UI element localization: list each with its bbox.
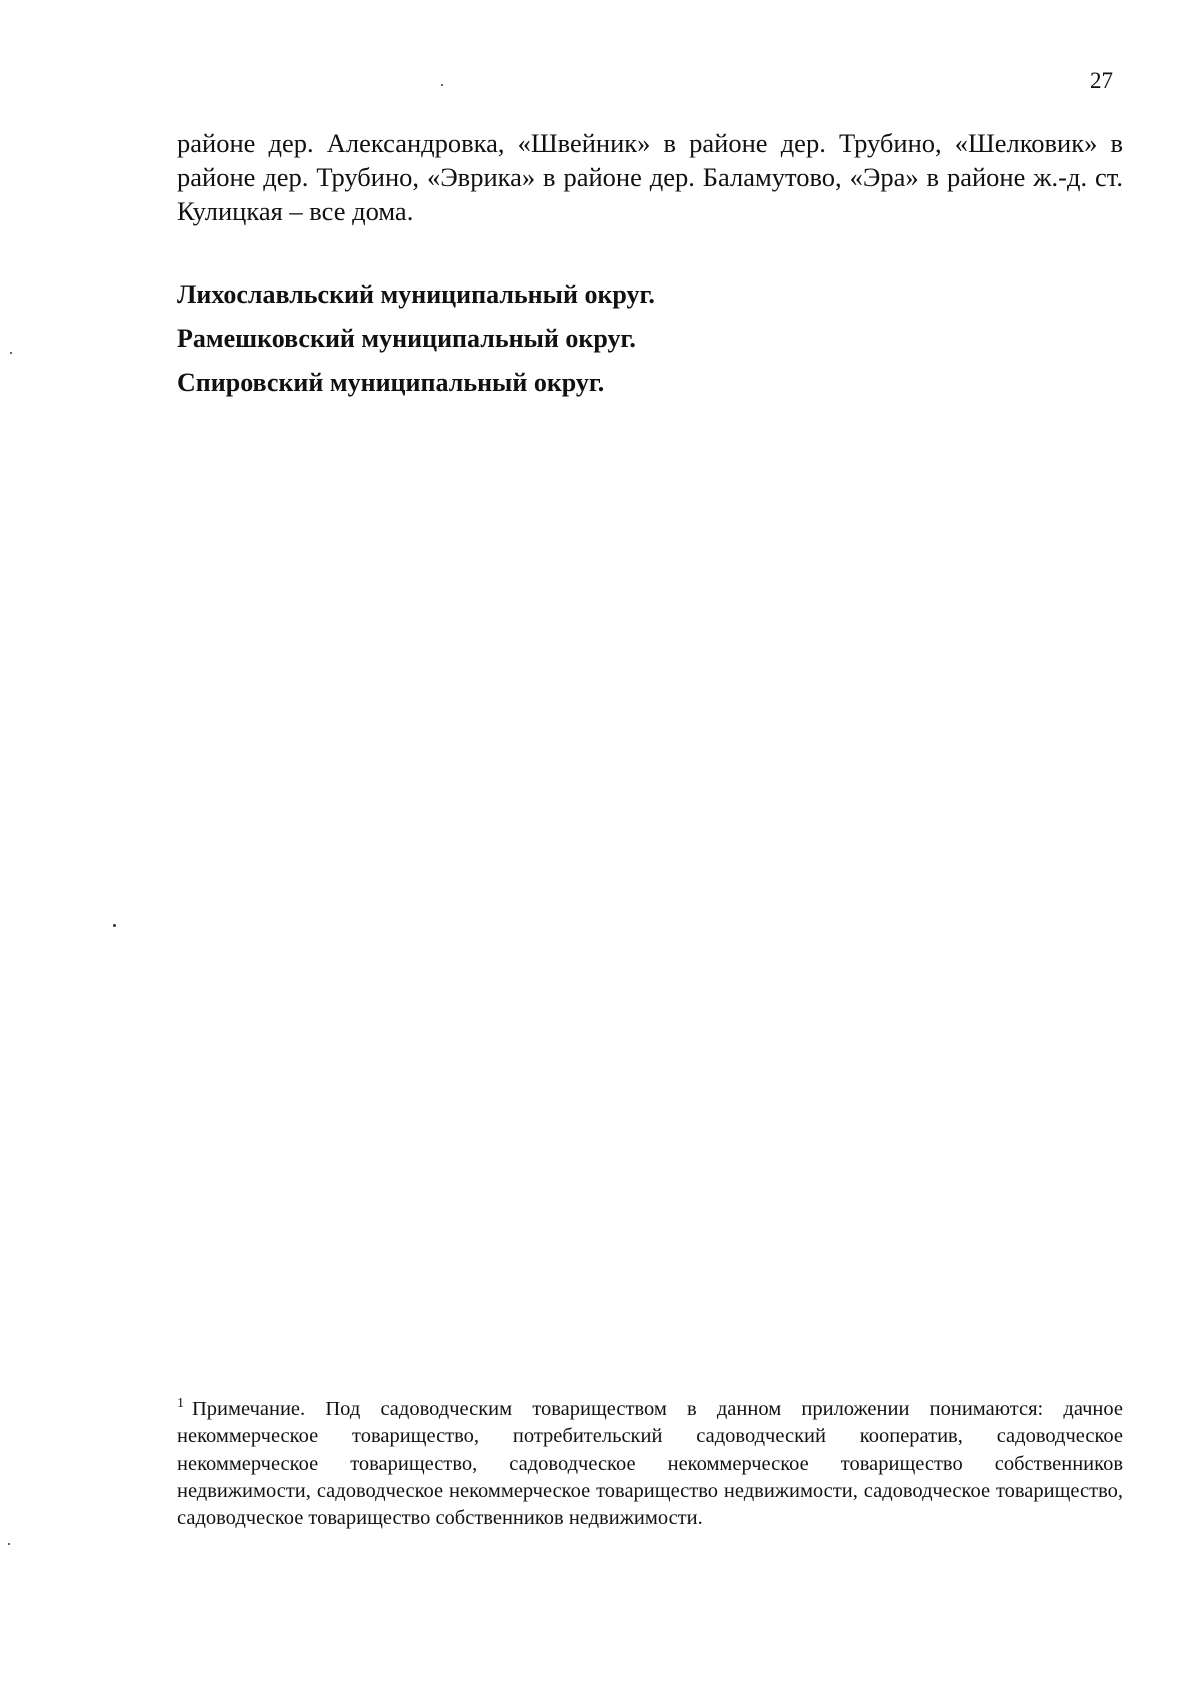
footnote: [177, 1396, 1123, 1532]
scan-speck: [10, 352, 12, 354]
body-paragraph: районе дер. Александровка, «Швейник» в районе дер. Трубино, «Шелковик» в районе дер. Трубино, «Эврика» в районе дер. Баламутово, «Эра» в районе ж.-д. ст. Кулицкая – все дома.: [177, 128, 1123, 226]
heading-likhoslavl-district: Лихославльский муниципальный округ.: [177, 280, 655, 309]
footnote-marker: 1: [177, 1396, 184, 1411]
heading-rameshki-district: Рамешковский муниципальный округ.: [177, 324, 636, 353]
page-number: 27: [1090, 68, 1113, 93]
footnote-text: Примечание. Под садоводческим товариществом в данном приложении понимаются: дачное некоммерческое товарищество, потребительский садоводческий кооператив, садоводческое некоммерческое товарищество, садоводческое некоммерческое товарищество собственников недвижимости, садоводческое некоммерческое товарищество недвижимости, садоводческое товарищество, садоводческое товарищество собственников недвижимости.: [177, 1398, 1123, 1530]
scan-speck: [113, 924, 116, 927]
scan-speck: [8, 1543, 10, 1545]
scan-speck: [441, 84, 443, 86]
heading-spirovo-district: Спировский муниципальный округ.: [177, 368, 605, 397]
